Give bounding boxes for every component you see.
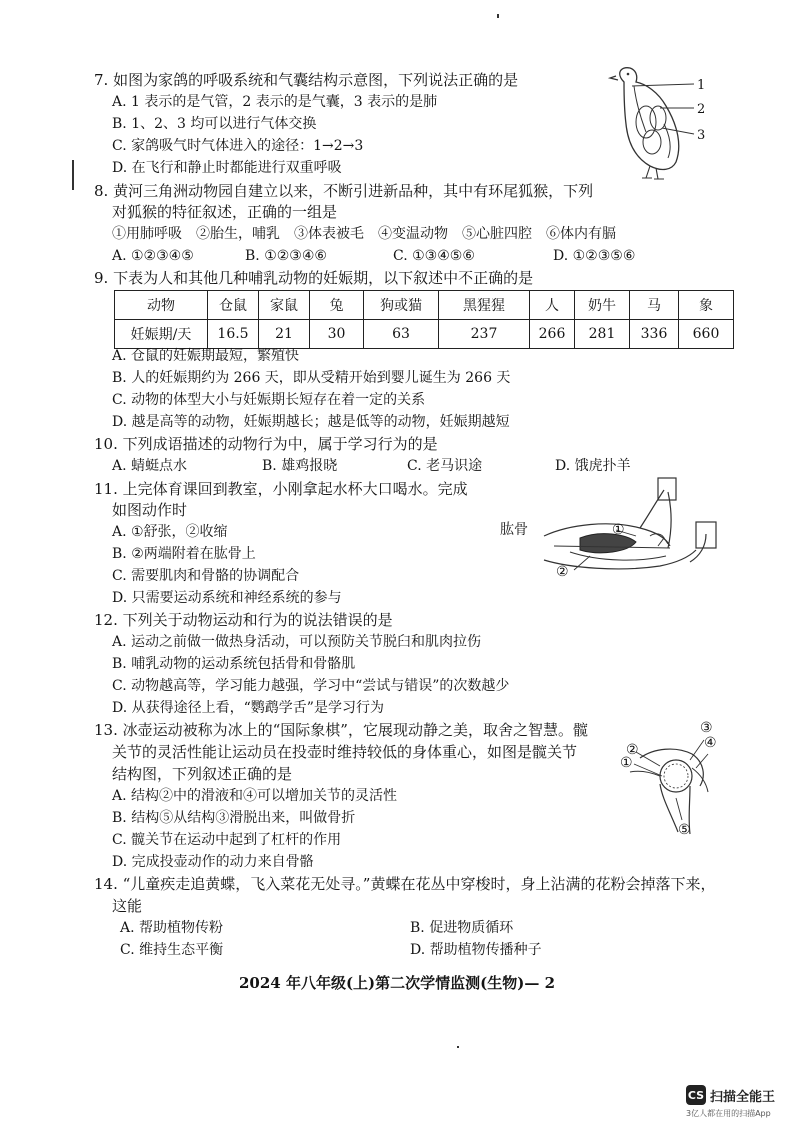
q7-option-b: B. 1、2、3 均可以进行气体交换: [112, 116, 317, 132]
table-cell: 狗或猫: [364, 291, 439, 320]
q11-option-d: D. 只需要运动系统和神经系统的参与: [112, 590, 342, 606]
q11-stem-cont: 如图动作时: [112, 501, 188, 519]
q11-option-c: C. 需要肌肉和骨骼的协调配合: [112, 568, 300, 584]
q11-figure-label-humerus: 肱骨: [500, 522, 528, 538]
cs-logo-icon: CS: [686, 1085, 706, 1105]
q13-figure-mark-3: ③: [700, 720, 713, 736]
q10-stem: 10. 下列成语描述的动物行为中，属于学习行为的是: [94, 435, 438, 453]
q14-option-a: A. 帮助植物传粉: [120, 920, 224, 936]
q9-option-a: A. 仓鼠的妊娠期最短，繁殖快: [112, 348, 300, 364]
q13-figure-mark-2: ②: [626, 742, 639, 758]
table-cell: 兔: [310, 291, 364, 320]
table-cell: 马: [630, 291, 679, 320]
q11-option-a: A. ①舒张，②收缩: [112, 524, 228, 540]
q11-stem: 11. 上完体育课回到教室，小刚拿起水杯大口喝水。完成: [94, 480, 468, 498]
scanner-app-tagline: 3亿人都在用的扫描App: [686, 1109, 771, 1118]
q13-figure-mark-1: ①: [620, 755, 633, 771]
q10-option-a: A. 蜻蜓点水: [112, 458, 188, 474]
q8-stem: 8. 黄河三角洲动物园自建立以来，不断引进新品种，其中有环尾狐猴，下列: [94, 182, 594, 200]
q11-figure-mark-1: ①: [612, 522, 625, 538]
q13-figure-mark-5: ⑤: [678, 822, 691, 838]
table-cell: 动物: [115, 291, 208, 320]
q14-options-row2: [120, 940, 542, 960]
q7-option-a: A. 1 表示的是气管，2 表示的是气囊，3 表示的是肺: [112, 94, 438, 110]
table-cell: 仓鼠: [208, 291, 259, 320]
q14-option-d: D. 帮助植物传播种子: [410, 942, 542, 958]
q13-figure-mark-4: ④: [704, 735, 717, 751]
table-cell: 63: [364, 320, 439, 349]
q13-stem-cont: 关节的灵活性能让运动员在投壶时维持较低的身体重心，如图是髋关节: [112, 743, 578, 761]
q12-stem: 12. 下列关于动物运动和行为的说法错误的是: [94, 611, 393, 629]
q14-stem-cont: 这能: [112, 897, 143, 915]
scanner-app-name: 扫描全能王: [710, 1089, 776, 1105]
table-cell: 奶牛: [575, 291, 630, 320]
q7-option-c: C. 家鸽吸气时气体进入的途径：1→2→3: [112, 138, 364, 154]
q7-option-d: D. 在飞行和静止时都能进行双重呼吸: [112, 160, 342, 176]
table-cell: 家鼠: [259, 291, 310, 320]
q13-option-d: D. 完成投壶动作的动力来自骨骼: [112, 854, 314, 870]
q7-stem: 7. 如图为家鸽的呼吸系统和气囊结构示意图，下列说法正确的是: [94, 71, 519, 89]
table-cell: 黑猩猩: [439, 291, 530, 320]
table-cell: 336: [630, 320, 679, 349]
q7-figure-label-3: 3: [697, 128, 706, 143]
q12-option-c: C. 动物越高等，学习能力越强，学习中“尝试与错误”的次数越少: [112, 678, 510, 694]
q13-stem: 13. 冰壶运动被称为冰上的“国际象棋”，它展现动静之美，取舍之智慧。髋: [94, 721, 588, 739]
q14-options-row1: [120, 918, 513, 938]
q8-stem-cont: 对狐猴的特征叙述，正确的一组是: [112, 203, 338, 221]
table-row: [115, 320, 734, 349]
table-cell: 660: [679, 320, 734, 349]
q9-option-b: B. 人的妊娠期约为 266 天，即从受精开始到婴儿诞生为 266 天: [112, 370, 511, 386]
q8-option-a: A. ①②③④⑤: [112, 248, 194, 264]
table-cell: 237: [439, 320, 530, 349]
q8-option-c: C. ①③④⑤⑥: [393, 248, 475, 264]
q8-option-b: B. ①②③④⑥: [245, 248, 327, 264]
q13-option-a: A. 结构②中的滑液和④可以增加关节的灵活性: [112, 788, 398, 804]
q12-option-d: D. 从获得途径上看，“鹦鹉学舌”是学习行为: [112, 700, 384, 716]
q7-figure-label-2: 2: [697, 102, 706, 117]
pigeon-respiratory-figure: [606, 62, 710, 182]
table-cell: 人: [530, 291, 575, 320]
q9-option-c: C. 动物的体型大小与妊娠期长短存在着一定的关系: [112, 392, 426, 408]
table-header-row: [115, 291, 734, 320]
q11-figure-mark-2: ②: [556, 564, 569, 580]
q8-options: [112, 246, 635, 266]
q11-option-b: B. ②两端附着在肱骨上: [112, 546, 256, 562]
q14-option-b: B. 促进物质循环: [410, 920, 514, 936]
page-footer: 2024 年八年级(上)第二次学情监测(生物)— 2: [238, 974, 556, 992]
q8-option-d: D. ①②③⑤⑥: [553, 248, 636, 264]
q7-figure-label-1: 1: [697, 78, 706, 93]
table-cell: 象: [679, 291, 734, 320]
q13-option-c: C. 髋关节在运动中起到了杠杆的作用: [112, 832, 342, 848]
table-cell: 266: [530, 320, 575, 349]
gestation-table: [114, 290, 734, 349]
q13-option-b: B. 结构⑤从结构③滑脱出来，叫做骨折: [112, 810, 356, 826]
q9-option-d: D. 越是高等的动物，妊娠期越长；越是低等的动物，妊娠期越短: [112, 414, 510, 430]
scanner-watermark: [686, 1085, 775, 1105]
q10-option-b: B. 雄鸡报晓: [262, 458, 338, 474]
q8-traits: ①用肺呼吸 ②胎生，哺乳 ③体表被毛 ④变温动物 ⑤心脏四腔 ⑥体内有膈: [112, 226, 616, 242]
q10-option-d: D. 饿虎扑羊: [555, 458, 631, 474]
table-cell: 281: [575, 320, 630, 349]
table-cell: 30: [310, 320, 364, 349]
q14-option-c: C. 维持生态平衡: [120, 942, 224, 958]
q10-options: [112, 456, 631, 476]
q12-option-b: B. 哺乳动物的运动系统包括骨和骨骼肌: [112, 656, 356, 672]
scan-speck: [457, 1046, 459, 1048]
scan-speck: [497, 14, 499, 18]
margin-mark: [72, 160, 74, 190]
q10-option-c: C. 老马识途: [407, 458, 483, 474]
table-cell: 妊娠期/天: [115, 320, 208, 349]
table-cell: 16.5: [208, 320, 259, 349]
table-cell: 21: [259, 320, 310, 349]
q9-stem: 9. 下表为人和其他几种哺乳动物的妊娠期，以下叙述中不正确的是: [94, 269, 534, 287]
q14-stem: 14. “儿童疾走追黄蝶，飞入菜花无处寻。”黄蝶在花丛中穿梭时，身上沾满的花粉会掉落下来，: [94, 875, 716, 893]
q13-stem-cont2: 结构图，下列叙述正确的是: [112, 765, 293, 783]
q12-option-a: A. 运动之前做一做热身活动，可以预防关节脱臼和肌肉拉伤: [112, 634, 482, 650]
